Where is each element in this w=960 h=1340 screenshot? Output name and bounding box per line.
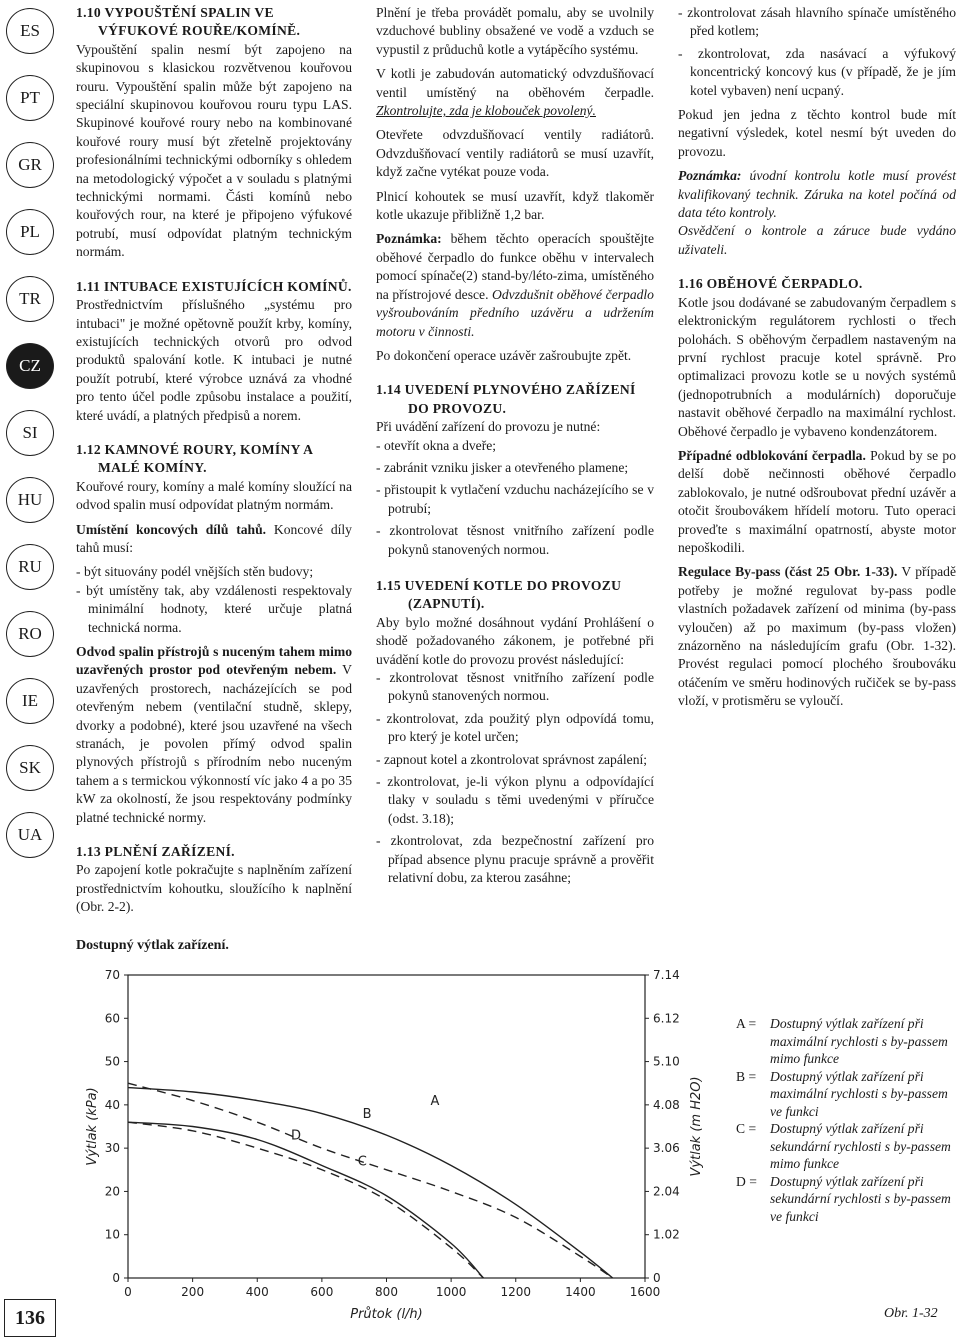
y-tick-label: 10 xyxy=(104,1227,120,1242)
list-item: - zapnout kotel a zkontrolovat správnost zapálení; xyxy=(376,751,654,769)
x-axis-label: Průtok (l/h) xyxy=(350,1307,423,1322)
section-1-11-title: 1.11 INTUBACE EXISTUJÍCÍCH KOMÍNŮ. xyxy=(76,278,352,294)
bold-lead: Umístění koncových dílů tahů. xyxy=(76,521,267,537)
section-1-15-title xyxy=(376,577,654,614)
language-tab-pt[interactable]: PT xyxy=(6,75,54,121)
curve-label-d: D xyxy=(291,1128,302,1144)
y-tick-label: 30 xyxy=(104,1141,120,1156)
paragraph: Plnění je třeba provádět pomalu, aby se uvolnily vzduchové bubliny obsažené ve vodě a vzduch se vypustil z průduchů kotle a vytápěcího systému. xyxy=(376,5,654,57)
text: V kotli je zabudován automatický odvzdušňovací ventil umístěný na oběhovém čerpadle. xyxy=(376,66,654,100)
language-tab-sk[interactable]: SK xyxy=(6,745,54,791)
list-item: - být umístěny tak, aby vzdálenosti respektovaly minimální hodnoty, které určuje platná technická norma. xyxy=(76,582,352,637)
paragraph: Kouřové roury, komíny a malé komíny sloužící na odvod spalin musí odpovídat platným normám. xyxy=(76,478,352,513)
legend-text: Dostupný výtlak zařízení při maximální rychlosti s by-passem mimo funkce xyxy=(770,1016,948,1066)
bold-lead: Poznámka: xyxy=(376,231,442,247)
y-tick-label: 0 xyxy=(112,1271,120,1285)
y2-tick-label: 6.12 xyxy=(653,1011,680,1026)
paragraph: Vypouštění spalin nesmí být zapojeno na skupinovou s klasickou rozvětvenou kouřovou rouru. Vypouštění spalin může být zapojeno na speciální skupinovou kouřovou rouru typu LAS. Skupinové kouřové roury nebo na kombinované kouřové roury musí být zřetelně projektovány profesionálními technickými odborníky s ohledem na metodologický výpočet a v souladu s platnými technickými normami. Části komínů nebo kouřových rour, na které je připojeno výfukové potrubí, musí odpovídat platným technickým normám. xyxy=(76,41,352,260)
y2-tick-label: 1.02 xyxy=(653,1227,680,1242)
plot-frame xyxy=(128,975,645,1278)
x-tick-label: 0 xyxy=(124,1285,132,1299)
x-tick-label: 1600 xyxy=(629,1285,661,1299)
language-tab-ru[interactable]: RU xyxy=(6,544,54,590)
bold-lead: Případné odblokování čerpadla. xyxy=(678,447,866,463)
title-line: 1.14 UVEDENÍ PLYNOVÉHO ZAŘÍZENÍ xyxy=(376,382,636,398)
section-1-12-title xyxy=(76,441,352,478)
list-item: - zkontrolovat těsnost vnitřního zařízení podle pokynů stanovených normou. xyxy=(376,522,654,559)
chart-title: Dostupný výtlak zařízení. xyxy=(76,938,229,953)
x-tick-label: 1200 xyxy=(500,1285,532,1299)
language-tab-hu[interactable]: HU xyxy=(6,477,54,523)
language-tab-ua[interactable]: UA xyxy=(6,812,54,858)
y2-axis-label: Výtlak (m H2O) xyxy=(689,1076,704,1177)
chart-legend xyxy=(736,1015,958,1225)
paragraph xyxy=(678,563,956,710)
legend-entry xyxy=(736,1015,958,1068)
language-tab-si[interactable]: SI xyxy=(6,410,54,456)
x-tick-label: 1000 xyxy=(435,1285,467,1299)
y2-tick-label: 5.10 xyxy=(653,1054,680,1069)
list-item: - zkontrolovat, je-li výkon plynu a odpovídající tlaky v souladu s těmi uvedenými v příručce (odst. 3.18); xyxy=(376,773,654,828)
title-line: 1.12 KAMNOVÉ ROURY, KOMÍNY A xyxy=(76,441,314,457)
section-1-16-title: 1.16 OBĚHOVÉ ČERPADLO. xyxy=(678,276,863,292)
paragraph: Pokud jen jedna z těchto kontrol bude mít negativní výsledek, kotel nesmí být uveden do provozu. xyxy=(678,107,956,159)
text: V případě potřeby je možné regulovat by-pass podle vlastních požadavek zařízení od minima (by-pass vyloučen) až po maximum (by-pass vložen) znázorněno na následujícím grafu (Obr. 1-32). Provést regulaci pomocí plochého šroubováku otáčením ve směru hodinových ručiček se by-pass vloží, v protisměru se vyloučí. xyxy=(678,564,956,709)
y2-tick-label: 2.04 xyxy=(653,1184,680,1199)
legend-key: C = xyxy=(736,1121,757,1136)
paragraph: Otevřete odvzdušňovací ventily radiátorů. Odvzdušňovací ventily radiátorů se musí uzavřít, když začne vytékat pouze voda. xyxy=(376,127,654,180)
language-tab-pl[interactable]: PL xyxy=(6,209,54,255)
text: Koncové díly tahů musí: xyxy=(76,521,352,555)
paragraph xyxy=(376,65,654,120)
y2-tick-label: 3.06 xyxy=(653,1141,680,1156)
column-2 xyxy=(376,4,654,887)
list-item: - zkontrolovat, zda nasávací a výfukový koncentrický koncový kus (v případě, že je jím kotel vybaven) není ucpaný. xyxy=(678,45,956,100)
paragraph: Po dokončení operace uzávěr zašroubujte zpět. xyxy=(376,347,632,363)
paragraph: Kotle jsou dodávané se zabudovaným čerpadlem s elektronickým regulátorem rychlosti o třech polohách. S oběhovým čerpadlem nastaveným na první rychlost pracuje kotel správně. Pro optimalizaci provozu kotle se u nových systémů (jednopotrubních a modulárních) doporučuje nastavit oběhové čerpadlo na maximální rychlost. Oběhové čerpadlo je vybaveno kondenzátorem. xyxy=(678,294,956,439)
page-number: 136 xyxy=(4,1299,56,1337)
paragraph: Aby bylo možné dosáhnout vydání Prohlášení o shodě požadovaného zákonem, je potřebné při uvádění kotle do provozu provést následující: xyxy=(376,614,654,667)
paragraph xyxy=(76,521,352,558)
y-axis-label: Výtlak (kPa) xyxy=(85,1087,100,1166)
list-item: - zabránit vzniku jisker a otevřeného plamene; xyxy=(376,459,654,477)
title-line: DO PROVOZU. xyxy=(408,400,507,416)
legend-text: Dostupný výtlak zařízení při sekundární rychlosti s by-passem mimo funkce xyxy=(770,1121,951,1171)
legend-text: Dostupný výtlak zařízení při sekundární rychlosti s by-passem ve funkci xyxy=(770,1173,951,1224)
note xyxy=(376,230,654,340)
italic-text: Odvzdušnit oběhové čerpadlo vyšroubováním předního uzávěru a udržením motoru v činnosti. xyxy=(376,286,654,339)
list-item: - zkontrolovat těsnost vnitřního zařízení podle pokynů stanovených normou. xyxy=(376,669,654,706)
text: úvodní kontrolu kotle musí provést kvalifikovaný technik. Záruka na kotel počíná od data této kontroly. xyxy=(678,168,956,221)
y-tick-label: 20 xyxy=(104,1184,120,1199)
y2-tick-label: 7.14 xyxy=(653,968,680,982)
y-tick-label: 70 xyxy=(104,968,120,982)
paragraph: Plnicí kohoutek se musí uzavřít, když tlakoměr kotle ukazuje přibližně 1,2 bar. xyxy=(376,188,654,223)
legend-key: B = xyxy=(736,1068,757,1084)
legend-entry xyxy=(736,1173,958,1226)
title-line: MALÉ KOMÍNY. xyxy=(98,460,207,476)
y-tick-label: 40 xyxy=(104,1097,120,1112)
title-line: 1.10 VYPOUŠTĚNÍ SPALIN VE xyxy=(76,5,274,20)
paragraph: Po zapojení kotle pokračujte s naplněním zařízení prostřednictvím kohoutku, sloužícího k naplnění (Obr. 2-2). xyxy=(76,862,352,915)
paragraph: Při uvádění zařízení do provozu je nutné: xyxy=(376,419,601,435)
language-tab-tr[interactable]: TR xyxy=(6,276,54,322)
language-tab-es[interactable]: ES xyxy=(6,8,54,54)
list-item: - otevřít okna a dveře; xyxy=(376,437,654,455)
y-tick-label: 50 xyxy=(104,1054,120,1069)
curve-label-a: A xyxy=(430,1093,440,1109)
title-line: (ZAPNUTÍ). xyxy=(408,596,485,612)
figure-label: Obr. 1-32 xyxy=(884,1306,938,1321)
list-item: - být situovány podél vnějších stěn budovy; xyxy=(76,563,352,581)
x-tick-label: 1400 xyxy=(565,1285,596,1299)
y2-tick-label: 0 xyxy=(653,1271,661,1285)
language-tab-cz[interactable]: CZ xyxy=(6,343,54,389)
paragraph: Prostřednictvím příslušného „systému pro intubaci" je možné opětovně použít krby, komíny, existujících technických otvorů pro odvod produktů spalování kotle. K intubaci je nutné použít potrubí, které výrobce uznává za vhodné pro tento účel podle způsobu instalace a použití, které uvádí, a platných předpisů a norem. xyxy=(76,297,352,423)
column-3 xyxy=(678,4,956,717)
series-c-line xyxy=(128,1122,483,1278)
title-line: VÝFUKOVÉ ROUŘE/KOMÍNĚ. xyxy=(98,23,301,39)
series-d-line xyxy=(128,1122,483,1278)
list-item: - zkontrolovat zásah hlavního spínače umístěného před kotlem; xyxy=(678,4,956,41)
legend-entry xyxy=(736,1068,958,1121)
section-1-14-title xyxy=(376,381,654,418)
curve-label-c: C xyxy=(357,1154,367,1170)
list-item: - zkontrolovat, zda použitý plyn odpovídá tomu, pro který je kotel určen; xyxy=(376,710,654,747)
curve-label-b: B xyxy=(362,1106,372,1122)
note: Osvědčení o kontrole a záruce bude vydáno uživateli. xyxy=(678,223,956,257)
bold-lead: Poznámka: xyxy=(678,168,742,184)
bold-lead: Regulace By-pass (část 25 Obr. 1-33). xyxy=(678,564,898,580)
section-1-10-title xyxy=(76,4,352,41)
text: V uzavřených prostorech, nacházejících se pod otevřeným nebem (ventilační studně, sklepy, dvorky a podobné), které jsou uzavřené na všech stranách, je povolen přímý odvod spalin plynových přístrojů s přírodním nebo nuceným tahem a s termickou výkonností víc jako 4 a po 35 kW za okolností, že jsou respektovány podmínky platné technické normy. xyxy=(76,662,352,825)
text: během těchto operacích spouštějte oběhové čerpadlo do funkce oběhu v intervalech pomocí spínače(2) stand-by/léto-zima, umístěného na přístrojové desce. xyxy=(376,231,654,302)
bold-lead: Odvod spalin přístrojů s nuceným tahem mimo uzavřených prostor pod otevřeným nebem. xyxy=(76,644,352,678)
legend-entry xyxy=(736,1120,958,1173)
x-tick-label: 200 xyxy=(181,1285,205,1299)
language-tabs xyxy=(6,8,56,879)
underlined-text: Zkontrolujte, zda je klobouček povolený. xyxy=(376,103,596,119)
paragraph xyxy=(678,447,956,557)
paragraph xyxy=(76,643,352,827)
column-1 xyxy=(76,4,352,923)
title-line: 1.15 UVEDENÍ KOTLE DO PROVOZU xyxy=(376,577,622,593)
list-item: - zkontrolovat, zda bezpečnostní zařízení pro případ absence plynu pracuje správně a prověřit relativní dobu, za kterou zasáhne; xyxy=(376,832,654,887)
text: Pokud by se po delší době nečinnosti oběhové čerpadlo zablokovalo, je nutné odšroubovat přední uzávěr a otočit šroubovákem hřídelí motoru. Tuto operaci proveďte s maximální opatrností, abyste motor nepoškodili. xyxy=(678,447,956,555)
legend-text: Dostupný výtlak zařízení při maximální rychlosti s by-passem ve funkci xyxy=(770,1068,948,1119)
legend-key: A = xyxy=(736,1016,757,1031)
note xyxy=(678,167,956,222)
y-tick-label: 60 xyxy=(104,1011,120,1026)
x-tick-label: 600 xyxy=(310,1285,334,1299)
x-tick-label: 800 xyxy=(375,1285,398,1299)
language-tab-ie[interactable]: IE xyxy=(6,678,54,724)
y2-tick-label: 4.08 xyxy=(653,1097,680,1112)
language-tab-gr[interactable]: GR xyxy=(6,142,54,188)
legend-key: D = xyxy=(736,1173,757,1189)
list-item: - přistoupit k vytlačení vzduchu nacházejícího se v potrubí; xyxy=(376,481,654,518)
section-1-13-title: 1.13 PLNĚNÍ ZAŘÍZENÍ. xyxy=(76,844,235,860)
x-tick-label: 400 xyxy=(245,1285,269,1299)
language-tab-ro[interactable]: RO xyxy=(6,611,54,657)
